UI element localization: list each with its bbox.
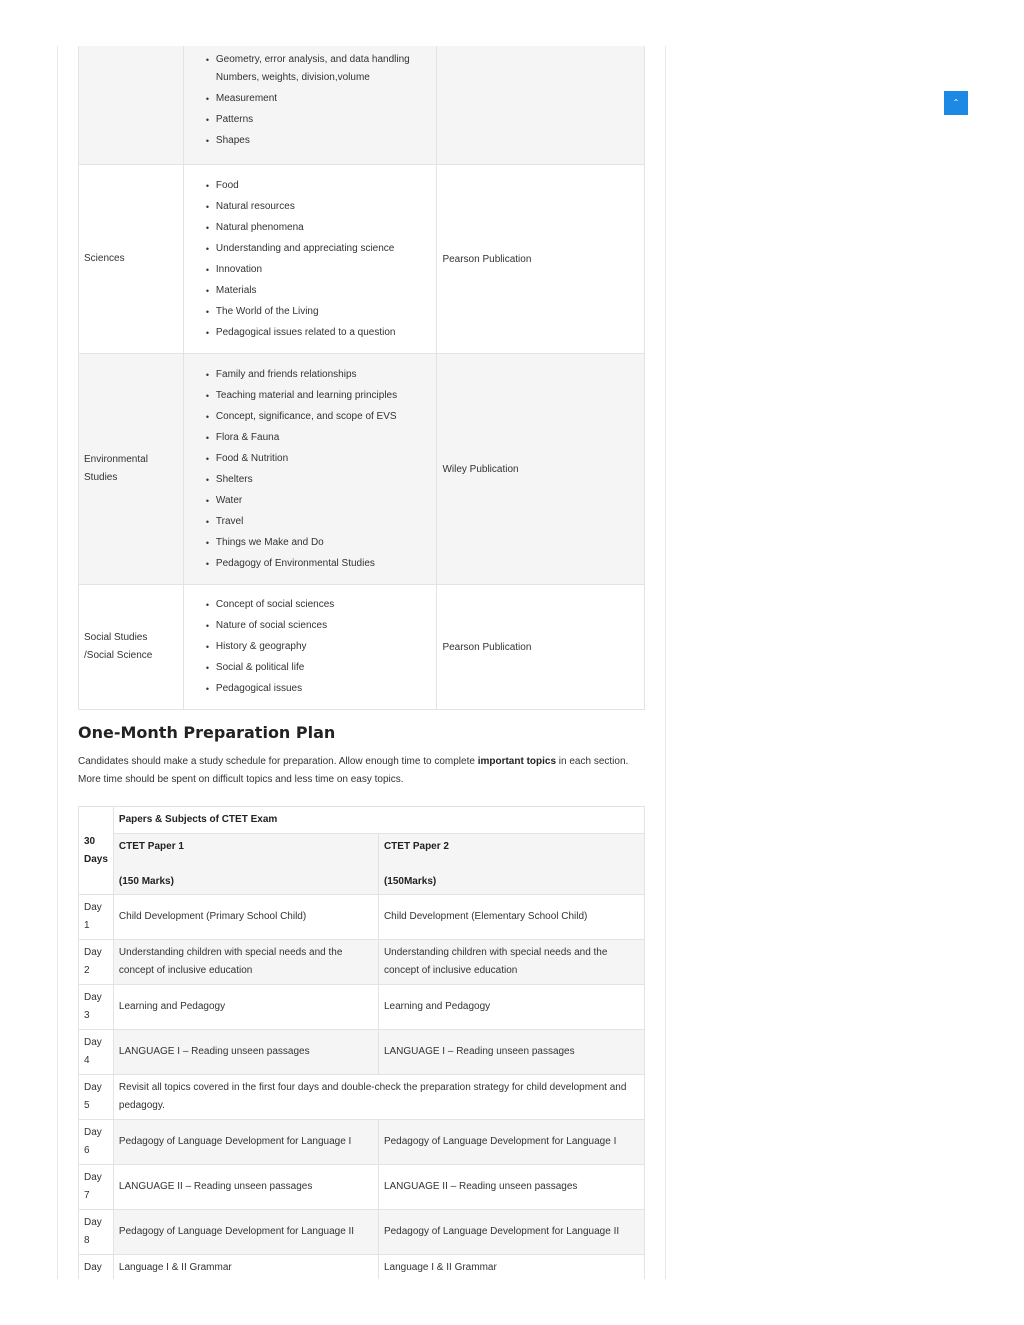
paper1-header [113, 834, 378, 895]
topics-cell [183, 165, 437, 354]
merged-cell: Revisit all topics covered in the first four days and double-check the preparation strategy for child development and pedagogy. [113, 1075, 644, 1120]
day-cell: Day 8 [79, 1210, 114, 1255]
paper1-cell: Learning and Pedagogy [113, 985, 378, 1030]
paper2-marks: (150Marks) [383, 875, 437, 887]
list-item: • Things we Make and Do [188, 534, 432, 552]
paper2-cell: Pedagogy of Language Development for Language I [378, 1120, 644, 1165]
day-cell: Day 6 [79, 1120, 114, 1165]
table-row [79, 1120, 645, 1165]
topics-cell [183, 354, 437, 585]
list-item: • Natural phenomena [188, 219, 432, 237]
topic-list [188, 177, 432, 342]
chevron-up-icon: ⌃ [952, 98, 960, 107]
subjects-table [78, 46, 645, 710]
list-item: • The World of the Living [188, 303, 432, 321]
list-item: • Food [188, 177, 432, 195]
paper1-cell: Child Development (Primary School Child) [113, 895, 378, 940]
paper2-cell: Understanding children with special needs and the concept of inclusive education [378, 940, 644, 985]
paper2-cell: LANGUAGE II – Reading unseen passages [378, 1165, 644, 1210]
day-cell: Day 7 [79, 1165, 114, 1210]
paper1-cell: LANGUAGE II – Reading unseen passages [113, 1165, 378, 1210]
list-item: • Nature of social sciences [188, 617, 432, 635]
table-row [79, 585, 645, 710]
day-cell: Day 2 [79, 940, 114, 985]
day-cell: Day 3 [79, 985, 114, 1030]
list-item: • Flora & Fauna [188, 429, 432, 447]
topics-cell [183, 585, 437, 710]
day-cell: Day 1 [79, 895, 114, 940]
paragraph-bold-text: important topics [477, 756, 557, 767]
list-item: • Concept, significance, and scope of EVS [188, 408, 432, 426]
table-row [79, 1075, 645, 1120]
paper2-cell: Child Development (Elementary School Child) [378, 895, 644, 940]
paper2-title: CTET Paper 2 [383, 840, 449, 852]
topics-cell [183, 46, 437, 165]
section-paragraph [78, 753, 645, 789]
publication-cell: Pearson Publication [437, 585, 645, 710]
list-item: • Pedagogy of Environmental Studies [188, 555, 432, 573]
paper2-cell: Pedagogy of Language Development for Language II [378, 1210, 644, 1255]
table-row [79, 165, 645, 354]
table-header: Papers & Subjects of CTET Exam [113, 807, 644, 834]
list-item: • Materials [188, 282, 432, 300]
paper1-cell: Understanding children with special needs and the concept of inclusive education [113, 940, 378, 985]
section-heading: One-Month Preparation Plan [78, 723, 336, 742]
publication-cell: Pearson Publication [437, 165, 645, 354]
list-item: • History & geography [188, 638, 432, 656]
plan-table [78, 806, 645, 1279]
table-row [79, 1165, 645, 1210]
list-item: • Food & Nutrition [188, 450, 432, 468]
list-item: • Water [188, 492, 432, 510]
subject-cell: Environmental Studies [79, 354, 184, 585]
table-row [79, 985, 645, 1030]
subject-cell: Sciences [79, 165, 184, 354]
day-cell: Day 5 [79, 1075, 114, 1120]
publication-cell: Wiley Publication [437, 354, 645, 585]
paragraph-text: Candidates should make a study schedule for preparation. Allow enough time to complete [78, 756, 478, 767]
table-row [79, 46, 645, 165]
list-item: • Shelters [188, 471, 432, 489]
paragraph-text: in each section. More time should be spent on difficult topics and less time on easy topics. [78, 756, 629, 785]
topic-list [188, 51, 432, 150]
list-item: • Patterns [188, 111, 432, 129]
paper1-cell: Pedagogy of Language Development for Language I [113, 1120, 378, 1165]
list-item: • Family and friends relationships [188, 366, 432, 384]
table-row [79, 834, 645, 895]
table-row [79, 940, 645, 985]
table-row [79, 1255, 645, 1280]
paper1-cell: Pedagogy of Language Development for Language II [113, 1210, 378, 1255]
topic-list [188, 366, 432, 573]
corner-cell: 30 Days [79, 807, 114, 895]
day-cell: Day 4 [79, 1030, 114, 1075]
scroll-to-top-button[interactable] [944, 91, 968, 115]
list-item: • Shapes [188, 132, 432, 150]
list-item: • Measurement [188, 90, 432, 108]
plan-table-wrapper [78, 806, 645, 1279]
paper1-cell: LANGUAGE I – Reading unseen passages [113, 1030, 378, 1075]
table-row [79, 1030, 645, 1075]
list-item: • Teaching material and learning principles [188, 387, 432, 405]
list-item: • Understanding and appreciating science [188, 240, 432, 258]
publication-cell [437, 46, 645, 165]
table-row [79, 807, 645, 834]
list-item: • Innovation [188, 261, 432, 279]
paper2-cell: LANGUAGE I – Reading unseen passages [378, 1030, 644, 1075]
paper1-marks: (150 Marks) [118, 875, 174, 887]
list-item: • Concept of social sciences [188, 596, 432, 614]
paper1-cell: Language I & II Grammar [113, 1255, 378, 1280]
list-item: • Pedagogical issues related to a question [188, 324, 432, 342]
topic-list [188, 596, 432, 698]
list-item: • Geometry, error analysis, and data handling Numbers, weights, division,volume [188, 51, 432, 87]
paper1-title: CTET Paper 1 [118, 840, 184, 852]
paper2-cell: Learning and Pedagogy [378, 985, 644, 1030]
subject-cell: Social Studies /Social Science [79, 585, 184, 710]
list-item: • Natural resources [188, 198, 432, 216]
table-row [79, 354, 645, 585]
list-item: • Travel [188, 513, 432, 531]
day-cell: Day [79, 1255, 114, 1280]
paper2-header [378, 834, 644, 895]
paper2-cell: Language I & II Grammar [378, 1255, 644, 1280]
subject-cell [79, 46, 184, 165]
table-row [79, 895, 645, 940]
list-item: • Pedagogical issues [188, 680, 432, 698]
list-item: • Social & political life [188, 659, 432, 677]
table-row [79, 1210, 645, 1255]
